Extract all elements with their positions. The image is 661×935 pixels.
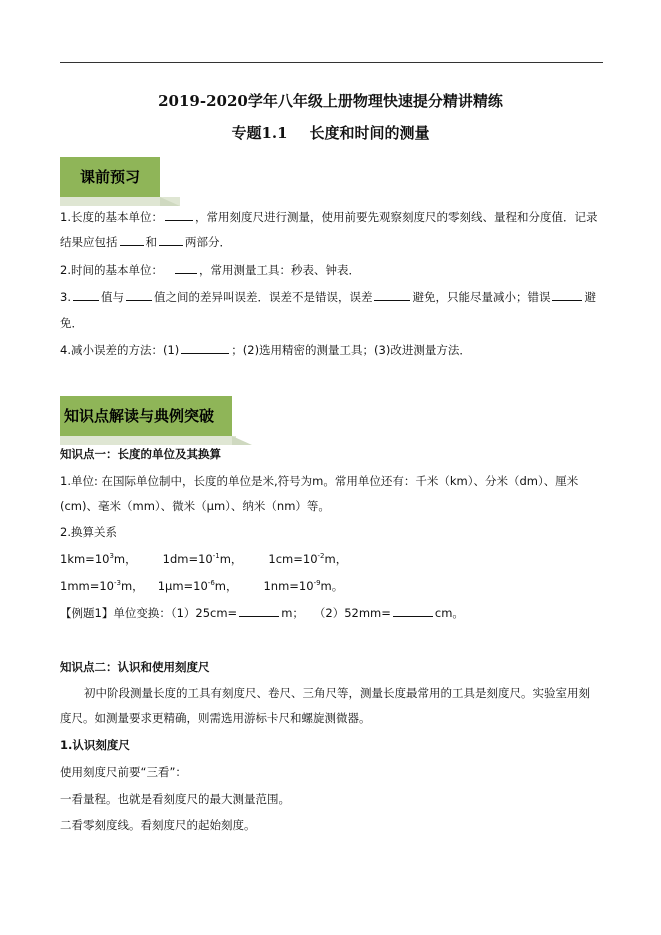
section-banner-preview (60, 157, 160, 197)
kp1-paragraph-line-2: (cm)、毫米（mm）、微米（μm）、纳米（nm）等。 (60, 499, 330, 513)
blank-field[interactable] (73, 286, 99, 301)
conversion-row-1 (60, 548, 605, 570)
blank-field[interactable] (126, 286, 152, 301)
topic-title (0, 122, 661, 143)
blank-field[interactable] (239, 602, 279, 617)
document-title: 2019-2020学年八年级上册物理快速提分精讲精练 (158, 92, 503, 110)
knowledge-point-1-title: 知识点一：长度的单位及其换算 (60, 447, 221, 461)
conversion-cm: $1cm=10^{-2}m$， (268, 552, 348, 566)
blank-field[interactable] (165, 206, 193, 221)
blank-field[interactable] (374, 286, 410, 301)
blank-field[interactable] (393, 602, 433, 617)
blank-field[interactable] (159, 231, 183, 246)
question-4: 4.减小误差的方法：(1) ；(2)选用精密的测量工具；(3)改进测量方法． (60, 339, 605, 361)
kp2-paragraph-line-2: 度尺。如测量要求更精确，则需选用游标卡尺和螺旋测微器。 (60, 711, 371, 725)
question-1-line-2: 结果应包括 和 两部分． (60, 231, 605, 253)
question-1-line-1: 1.长度的基本单位： ，常用刻度尺进行测量，使用前要先观察刻度尺的零刻线、量程和分度值．记录 (60, 206, 605, 228)
knowledge-point-2-title: 知识点二：认识和使用刻度尺 (60, 660, 210, 674)
first-look: 一看量程。也就是看刻度尺的最大测量范围。 (60, 792, 290, 806)
kp1-paragraph-line-1: 1.单位: 在国际单位制中，长度的单位是米,符号为m。常用单位还有：千米（km）、分米（dm）、厘米 (60, 474, 579, 488)
blank-field[interactable] (181, 339, 229, 354)
conversion-row-2 (60, 575, 605, 597)
section-banner-label: 课前预习 (80, 168, 141, 186)
header-rule (60, 62, 603, 63)
kp1-conversion-heading: 2.换算关系 (60, 525, 117, 539)
second-look: 二看零刻度线。看刻度尺的起始刻度。 (60, 818, 256, 832)
question-2: 2.时间的基本单位： ，常用测量工具：秒表、钟表． (60, 259, 605, 281)
conversion-km: $1km=10^3m$， (60, 552, 137, 566)
topic-text: 长度和时间的测量 (309, 124, 430, 142)
example-1: 【例题1】单位变换：（1）25cm= m； （2）52mm= cm。 (60, 602, 605, 624)
section-banner-label: 知识点解读与典例突破 (64, 407, 215, 425)
blank-field[interactable] (175, 259, 197, 274)
conversion-nm: $1nm=10^{-9}m$。 (263, 579, 344, 593)
subsection-recognize-ruler: 1.认识刻度尺 (60, 738, 130, 752)
section-banner-knowledge (60, 396, 232, 436)
question-3-line-1: 3. 值与 值之间的差异叫误差．误差不是错误，误差 避免，只能尽量减小；错误 避 (60, 286, 605, 308)
banner-tail (160, 197, 180, 206)
three-looks-intro: 使用刻度尺前要“三看”： (60, 765, 187, 779)
conversion-dm: $1dm=10^{-1}m$， (162, 552, 243, 566)
question-3-line-2: 免． (60, 316, 83, 330)
blank-field[interactable] (120, 231, 144, 246)
conversion-um: $1\mu m=10^{-6}m$， (157, 579, 238, 593)
blank-field[interactable] (552, 286, 582, 301)
conversion-mm: $1mm=10^{-3}m$， (60, 579, 144, 593)
topic-number: 专题1.1 (231, 124, 288, 142)
kp2-paragraph-line-1: 初中阶段测量长度的工具有刻度尺、卷尺、三角尺等，测量长度最常用的工具是刻度尺。实验室用刻 (84, 686, 590, 700)
